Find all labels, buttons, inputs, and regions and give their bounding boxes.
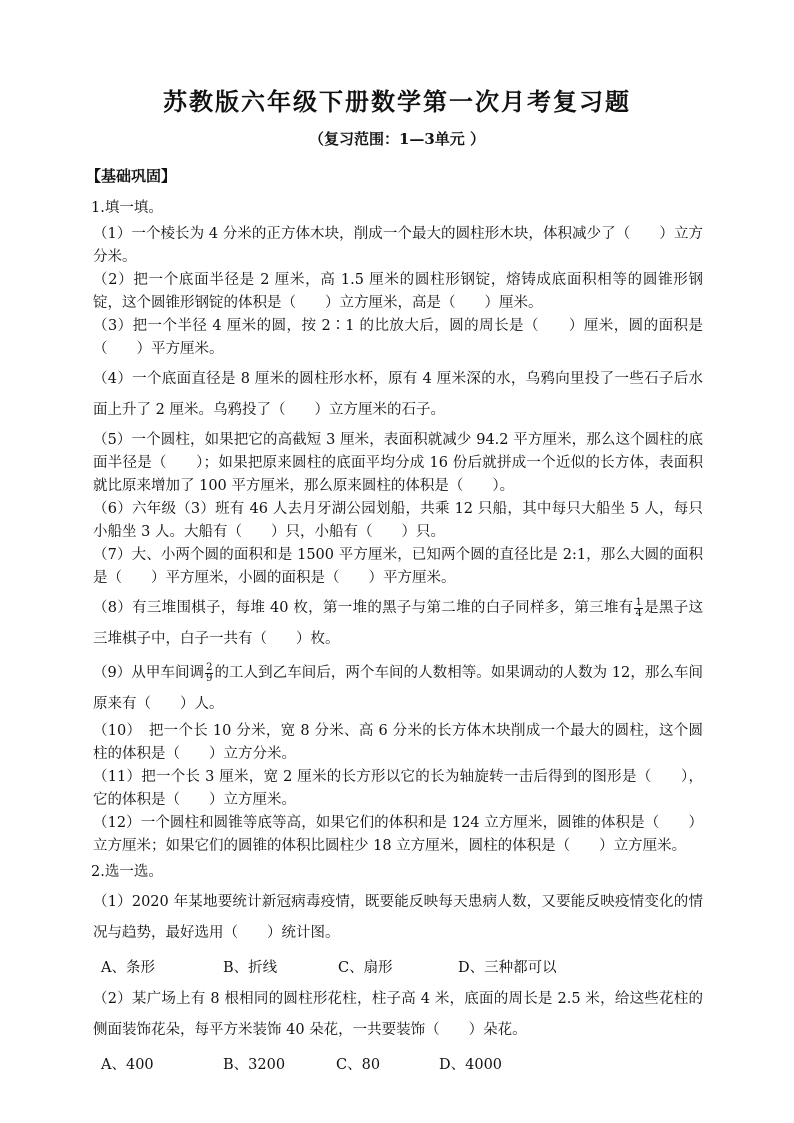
fraction-denominator: 4	[635, 607, 642, 619]
question-1-9	[91, 658, 703, 720]
page-title: 苏教版六年级下册数学第一次月考复习题	[163, 87, 631, 116]
question-1-2: （2）把一个底面半径是 2 厘米，高 1.5 厘米的圆柱形钢锭，熔铸成底面积相等的圆锥形钢锭，这个圆锥形钢锭的体积是（ ）立方厘米，高是（ ）厘米。	[93, 272, 703, 311]
question-1-6: （6）六年级（3）班有 46 人去月牙湖公园划船，共乘 12 只船，其中每只大船坐 5 人，每只小船坐 3 人。大船有（ ）只，小船有（ ）只。	[93, 501, 703, 540]
fraction-numerator: 2	[206, 661, 213, 673]
option-a: A、条形	[101, 960, 155, 976]
page-subtitle: （复习范围：1—3单元 ）	[308, 130, 486, 148]
question-content	[91, 197, 703, 1078]
question-2-1-options	[91, 955, 703, 981]
question-1-9-part-b: 的工人到乙车间后，两个车间的人数相等。如果调动的人数为 12，那么车间原来有（ ）人。	[93, 665, 703, 712]
option-b: B、折线	[223, 960, 278, 976]
fraction-two-ninths	[205, 663, 213, 684]
question-1-9-part-a: （9）从甲车间调	[93, 665, 205, 681]
fraction-denominator: 9	[206, 672, 213, 684]
question-2-1: （1）2020 年某地要统计新冠病毒疫情，既要能反映每天患病人数，又要能反映疫情变化的情况与趋势，最好选用（ ）统计图。	[93, 894, 703, 941]
fraction-numerator: 1	[635, 596, 642, 608]
part1-heading: 1.填一填。	[91, 200, 163, 216]
question-1-10: （10） 把一个长 10 分米，宽 8 分米、高 6 分米的长方体木块削成一个最大的圆柱，这个圆柱的体积是（ ）立方分米。	[93, 723, 703, 762]
option-a: A、400	[101, 1057, 154, 1073]
option-c: C、80	[336, 1057, 381, 1073]
question-1-8-part-a: （8）有三堆围棋子，每堆 40 枚，第一堆的黑子与第二堆的白子同样多，第三堆有	[93, 600, 634, 616]
question-1-1: （1）一个棱长为 4 分米的正方体木块，削成一个最大的圆柱形木块，体积减少了（ ）立方分米。	[93, 226, 703, 265]
section-heading: 【基础巩固】	[86, 167, 177, 185]
question-1-8-part-b: 是黑子这三堆棋子中，白子一共有（ ）枚。	[93, 600, 703, 647]
question-1-4: （4）一个底面直径是 8 厘米的圆柱形水杯，原有 4 厘米深的水，乌鸦向里投了一些石子后水面上升了 2 厘米。乌鸦投了（ ）立方厘米的石子。	[93, 371, 703, 418]
option-d: D、4000	[439, 1057, 503, 1073]
question-1-7: （7）大、小两个圆的面积和是 1500 平方厘米，已知两个圆的直径比是 2:1，那么大圆的面积是（ ）平方厘米，小圆的面积是（ ）平方厘米。	[93, 547, 703, 586]
question-1-3: （3）把一个半径 4 厘米的圆，按 2∶1 的比放大后，圆的周长是（ ）厘米，圆的面积是（ ）平方厘米。	[93, 318, 703, 357]
question-1-8	[91, 593, 703, 655]
question-1-5: （5）一个圆柱，如果把它的高截短 3 厘米，表面积就减少 94.2 平方厘米，那么这个圆柱的底面半径是（ ）；如果把原来圆柱的底面平均分成 16 份后就拼成一个近似的长方体，表面积就比原来增加了 100 平方厘米，那么原来圆柱的体积是（ ）。	[93, 432, 703, 494]
question-2-2-options	[91, 1052, 703, 1078]
part2-heading: 2.选一选。	[91, 864, 163, 880]
question-1-12: （12）一个圆柱和圆锥等底等高，如果它们的体积和是 124 立方厘米，圆锥的体积是（ ）立方厘米；如果它们的圆锥的体积比圆柱少 18 立方厘米，圆柱的体积是（ ）立方厘米。	[93, 815, 703, 854]
question-1-11: （11）把一个长 3 厘米，宽 2 厘米的长方形以它的长为轴旋转一击后得到的图形是（ ），它的体积是（ ）立方厘米。	[93, 769, 703, 808]
option-c: C、扇形	[338, 960, 393, 976]
fraction-one-quarter	[634, 598, 642, 619]
option-b: B、3200	[223, 1057, 286, 1073]
question-2-2: （2）某广场上有 8 根相同的圆柱形花柱，柱子高 4 米，底面的周长是 2.5 米，给这些花柱的侧面装饰花朵，每平方米装饰 40 朵花，一共要装饰（ ）朵花。	[93, 991, 703, 1038]
option-d: D、三种都可以	[458, 960, 557, 976]
